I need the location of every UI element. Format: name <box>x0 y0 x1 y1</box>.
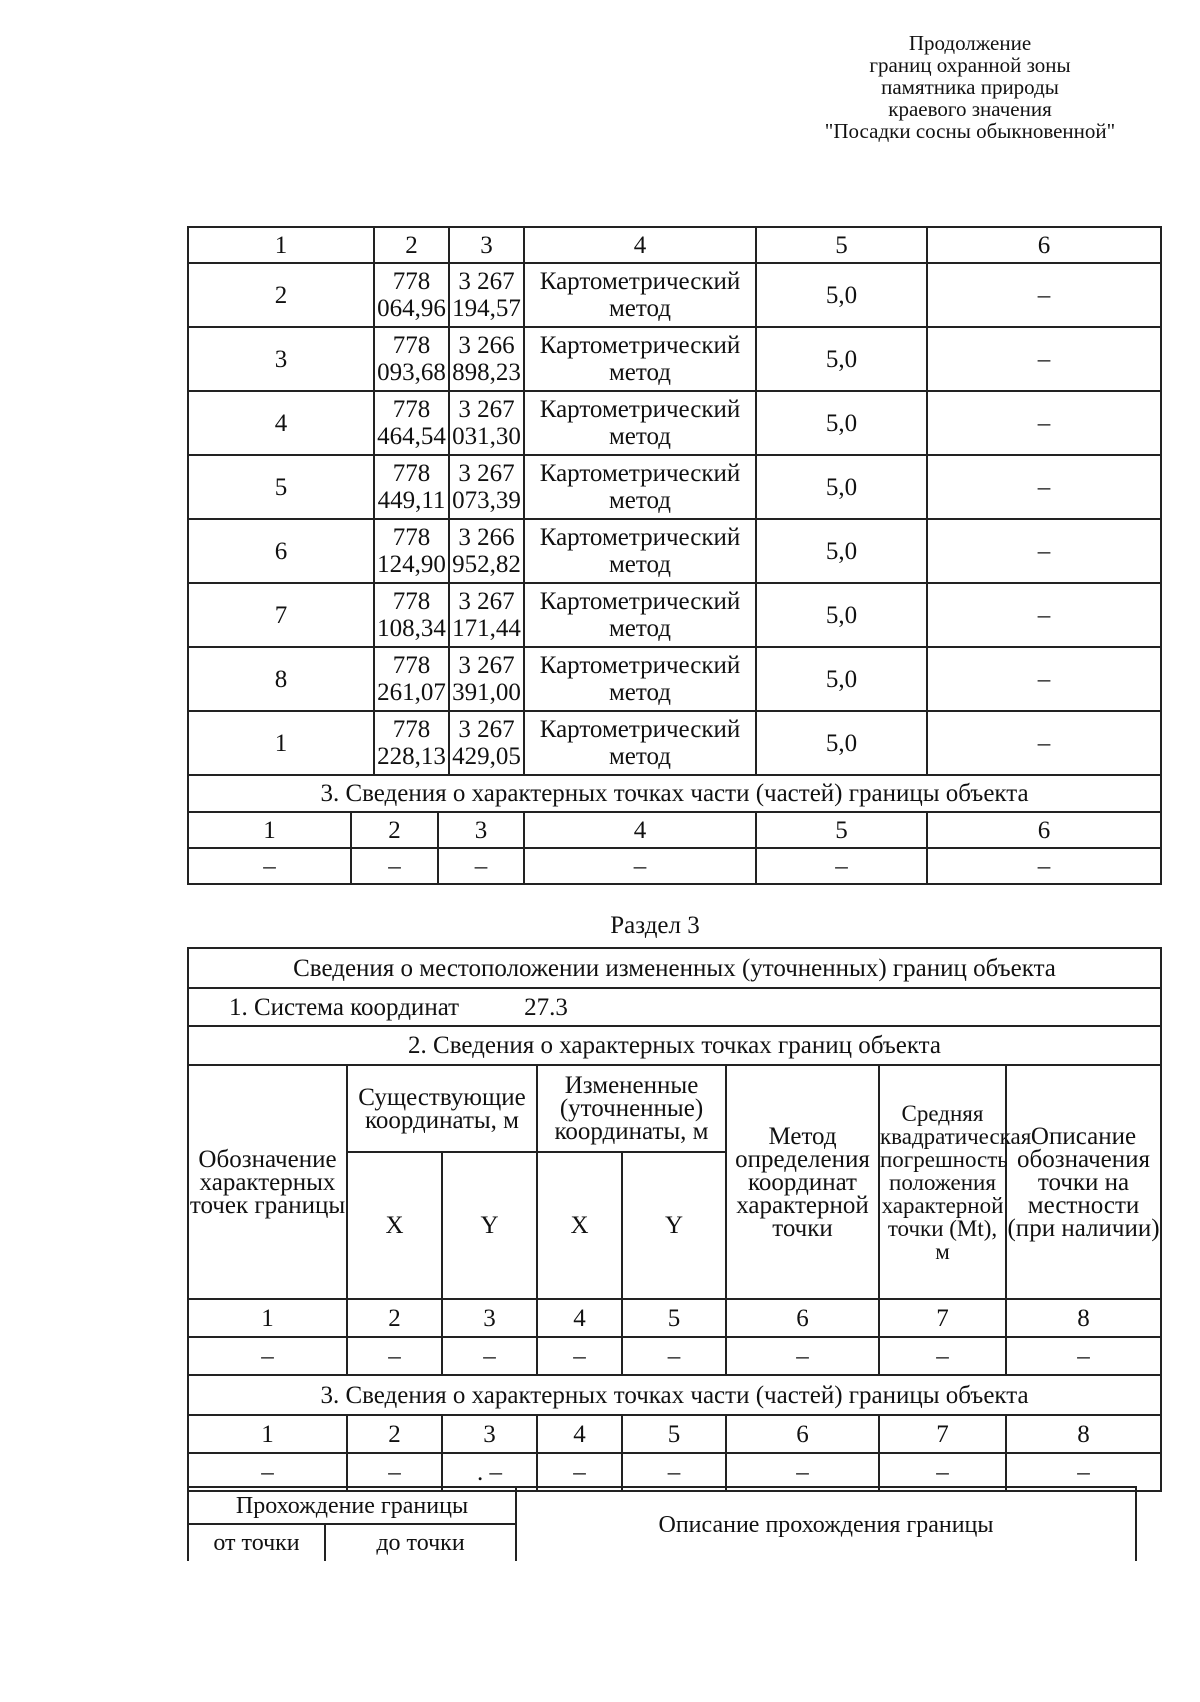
empty-cell: – <box>537 1453 622 1491</box>
empty-cell: – <box>1006 1337 1161 1375</box>
mt-value: 5,0 <box>756 647 927 711</box>
empty-cell: – <box>351 848 438 884</box>
col-number: 5 <box>756 227 927 263</box>
header-line: "Посадки сосны обыкновенной" <box>824 119 1116 143</box>
coord-system-label: 1. Система координат <box>229 993 460 1021</box>
col-y-header: Y <box>442 1152 537 1299</box>
header-line: краевого значения <box>888 97 1052 121</box>
col-number: 6 <box>927 812 1161 848</box>
mt-value: 5,0 <box>756 327 927 391</box>
method: Картометрический метод <box>524 455 756 519</box>
table-row <box>188 391 1161 455</box>
method: Картометрический метод <box>524 647 756 711</box>
x-coord: 778 093,68 <box>374 327 449 391</box>
col-number: 4 <box>524 812 756 848</box>
empty-cell: – <box>726 1337 879 1375</box>
col-number: 1 <box>188 227 374 263</box>
continuation-header <box>760 32 1180 142</box>
mt-value: 5,0 <box>756 519 927 583</box>
col-number: 3 <box>442 1299 537 1337</box>
col-number: 3 <box>438 812 524 848</box>
empty-cell: – <box>188 1337 347 1375</box>
table-row <box>188 519 1161 583</box>
col-number: 7 <box>879 1415 1006 1453</box>
empty-cell: – <box>524 848 756 884</box>
table-row <box>188 711 1161 775</box>
x-coord: 778 124,90 <box>374 519 449 583</box>
method: Картометрический метод <box>524 263 756 327</box>
coord-system-row <box>188 988 1161 1026</box>
passage-header: Прохождение границы <box>188 1487 516 1524</box>
col-number: 6 <box>726 1299 879 1337</box>
empty-cell: – <box>347 1337 442 1375</box>
section-heading: Раздел 3 <box>610 912 700 939</box>
point-id: 6 <box>188 519 374 583</box>
passage-description-header: Описание прохождения границы <box>516 1487 1136 1561</box>
y-coord: 3 267 194,57 <box>449 263 524 327</box>
table-row <box>188 455 1161 519</box>
col-number: 2 <box>347 1299 442 1337</box>
col-number: 5 <box>756 812 927 848</box>
col-number: 3 <box>449 227 524 263</box>
mt-value: 5,0 <box>756 263 927 327</box>
empty-cell: – <box>726 1453 879 1491</box>
empty-cell: – <box>879 1337 1006 1375</box>
description: – <box>927 519 1161 583</box>
y-coord: 3 266 952,82 <box>449 519 524 583</box>
method: Картометрический метод <box>524 391 756 455</box>
empty-cell: – <box>622 1337 726 1375</box>
mt-value: 5,0 <box>756 455 927 519</box>
x-coord: 778 108,34 <box>374 583 449 647</box>
col-changed-header: Измененные (уточненные) координаты, м <box>537 1065 726 1152</box>
description: – <box>927 711 1161 775</box>
point-id: 7 <box>188 583 374 647</box>
y-coord: 3 267 171,44 <box>449 583 524 647</box>
col-existing-header: Существующие координаты, м <box>347 1065 537 1152</box>
col-number: 6 <box>927 227 1161 263</box>
col-desc-header: Описание обозначения точки на местности (при наличии) <box>1006 1065 1161 1299</box>
table-row <box>188 263 1161 327</box>
method: Картометрический метод <box>524 711 756 775</box>
description: – <box>927 583 1161 647</box>
section-title: 3. Сведения о характерных точках части (частей) границы объекта <box>188 775 1161 812</box>
col-x-header: X <box>537 1152 622 1299</box>
points-table <box>187 226 1162 885</box>
col-method-header: Метод определения координат характерной точки <box>726 1065 879 1299</box>
table-row <box>188 583 1161 647</box>
col-number: 4 <box>524 227 756 263</box>
x-coord: 778 261,07 <box>374 647 449 711</box>
x-coord: 778 464,54 <box>374 391 449 455</box>
point-id: 8 <box>188 647 374 711</box>
empty-cell: – <box>927 848 1161 884</box>
empty-cell: – <box>347 1453 442 1491</box>
y-coord: 3 267 031,30 <box>449 391 524 455</box>
boundary-passage-table <box>187 1486 1137 1561</box>
col-number: 7 <box>879 1299 1006 1337</box>
section-title: 2. Сведения о характерных точках границ объекта <box>188 1026 1161 1065</box>
col-number: 4 <box>537 1415 622 1453</box>
empty-cell: – <box>1006 1453 1161 1491</box>
y-coord: 3 267 073,39 <box>449 455 524 519</box>
point-id: 2 <box>188 263 374 327</box>
col-mt-header: Средняя квадратическая погрешность положения характерной точки (Mt), м <box>879 1065 1006 1299</box>
y-coord: 3 267 429,05 <box>449 711 524 775</box>
empty-cell: . – <box>442 1453 537 1491</box>
col-number: 8 <box>1006 1415 1161 1453</box>
empty-cell: – <box>438 848 524 884</box>
description: – <box>927 391 1161 455</box>
method: Картометрический метод <box>524 583 756 647</box>
empty-cell: – <box>879 1453 1006 1491</box>
point-id: 4 <box>188 391 374 455</box>
changed-boundaries-table <box>187 947 1162 1492</box>
x-coord: 778 064,96 <box>374 263 449 327</box>
method: Картометрический метод <box>524 327 756 391</box>
empty-cell: – <box>188 1453 347 1491</box>
col-number: 5 <box>622 1415 726 1453</box>
coord-system-value: 27.3 <box>524 993 568 1021</box>
col-point-header: Обозначение характерных точек границы <box>188 1065 347 1299</box>
mt-value: 5,0 <box>756 711 927 775</box>
empty-cell: – <box>622 1453 726 1491</box>
mt-value: 5,0 <box>756 583 927 647</box>
point-id: 1 <box>188 711 374 775</box>
x-coord: 778 449,11 <box>374 455 449 519</box>
col-number: 4 <box>537 1299 622 1337</box>
col-number: 1 <box>188 1415 347 1453</box>
header-line: памятника природы <box>881 75 1059 99</box>
col-number: 6 <box>726 1415 879 1453</box>
col-number: 5 <box>622 1299 726 1337</box>
point-id: 5 <box>188 455 374 519</box>
col-number: 3 <box>442 1415 537 1453</box>
point-id: 3 <box>188 327 374 391</box>
mt-value: 5,0 <box>756 391 927 455</box>
description: – <box>927 327 1161 391</box>
col-number: 2 <box>351 812 438 848</box>
col-number: 1 <box>188 812 351 848</box>
empty-cell: – <box>756 848 927 884</box>
col-x-header: X <box>347 1152 442 1299</box>
method: Картометрический метод <box>524 519 756 583</box>
section-title: 3. Сведения о характерных точках части (частей) границы объекта <box>188 1375 1161 1415</box>
description: – <box>927 263 1161 327</box>
table-row <box>188 647 1161 711</box>
table-row <box>188 327 1161 391</box>
header-line: Продолжение <box>908 31 1032 55</box>
to-point-header: до точки <box>325 1524 516 1561</box>
empty-cell: – <box>442 1337 537 1375</box>
header-line: границ охранной зоны <box>869 53 1071 77</box>
description: – <box>927 455 1161 519</box>
table-title: Сведения о местоположении измененных (уточненных) границ объекта <box>188 948 1161 988</box>
col-number: 1 <box>188 1299 347 1337</box>
empty-cell: – <box>188 848 351 884</box>
description: – <box>927 647 1161 711</box>
empty-cell: – <box>537 1337 622 1375</box>
col-number: 2 <box>347 1415 442 1453</box>
y-coord: 3 267 391,00 <box>449 647 524 711</box>
col-y-header: Y <box>622 1152 726 1299</box>
col-number: 2 <box>374 227 449 263</box>
from-point-header: от точки <box>188 1524 325 1561</box>
x-coord: 778 228,13 <box>374 711 449 775</box>
y-coord: 3 266 898,23 <box>449 327 524 391</box>
col-number: 8 <box>1006 1299 1161 1337</box>
